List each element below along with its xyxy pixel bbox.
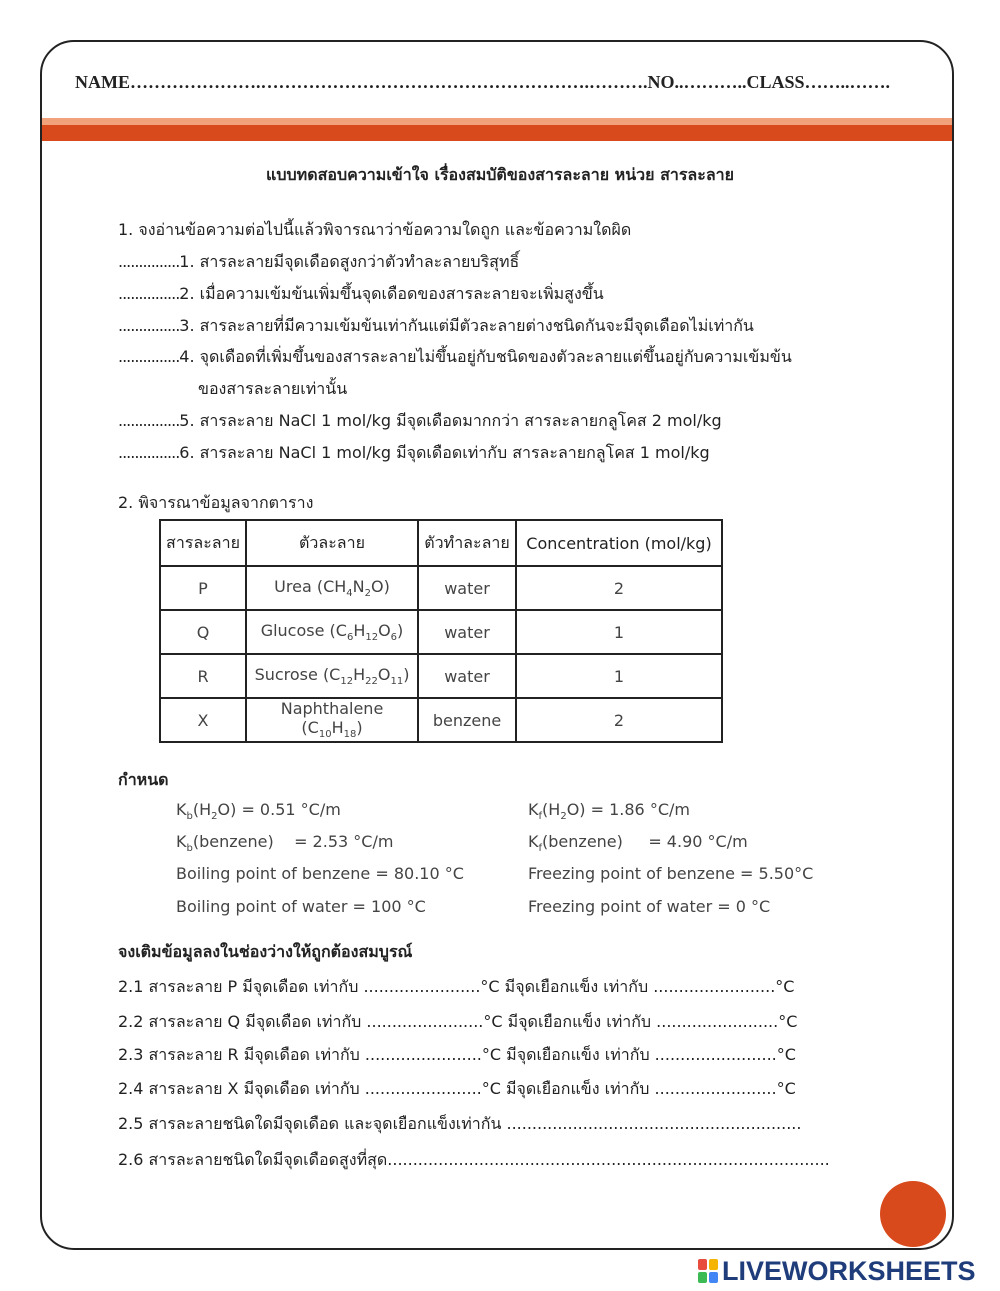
logo-mark-icon <box>698 1259 718 1283</box>
header-solvent: ตัวทำละลาย <box>418 520 516 566</box>
answer-blank-6[interactable]: ............... <box>118 443 180 462</box>
row-solute: Naphthalene $(C_{10}H_{18})$ <box>246 698 418 742</box>
statement-1: ...............1. สารละลายมีจุดเดือดสูงกว่าตัวทำละลายบริสุทธิ์ <box>118 252 520 271</box>
header-band <box>42 125 952 141</box>
logo-text: LIVEWORKSHEETS <box>722 1255 976 1286</box>
liveworksheets-logo <box>698 1256 976 1286</box>
fp-benzene: Freezing point of benzene = 5.50°C <box>528 864 814 883</box>
row-solvent: water <box>418 610 516 654</box>
statement-4-continued: ของสารละลายเท่านั้น <box>198 379 348 398</box>
header-band-light <box>42 118 952 125</box>
row-concentration: 1 <box>516 654 722 698</box>
statement-2: ...............2. เมื่อความเข้มข้นเพิ่มขึ้นจุดเดือดของสารละลายจะเพิ่มสูงขึ้น <box>118 284 604 303</box>
row-id: P <box>160 566 246 610</box>
table-header-row <box>160 520 722 566</box>
answer-blank-2[interactable]: ............... <box>118 284 180 303</box>
section1-prompt: 1. จงอ่านข้อความต่อไปนี้แล้วพิจารณาว่าข้อความใดถูก และข้อความใดผิด <box>118 220 632 239</box>
statement-4: ...............4. จุดเดือดที่เพิ่มขึ้นของสารละลายไม่ขึ้นอยู่กับชนิดของตัวละลายแต่ขึ้นอยู่กับความเข้มข้น <box>118 347 792 366</box>
table-row <box>160 698 722 742</box>
name-blank[interactable]: ………………….……………………………………………….………. <box>130 72 648 92</box>
kb-water: $K_b(H_2O) = 0.51$ °C/m <box>176 800 341 823</box>
table-row <box>160 566 722 610</box>
no-blank[interactable]: ……….. <box>683 72 747 92</box>
fill-item-2-3[interactable]: 2.3 สารละลาย R มีจุดเดือด เท่ากับ .......................°C มีจุดเยือกแข็ง เท่ากับ ........................°C <box>118 1045 796 1064</box>
answer-blank-3[interactable]: ............... <box>118 316 180 335</box>
fill-prompt: จงเติมข้อมูลลงในช่องว่างให้ถูกต้องสมบูรณ์ <box>118 942 413 961</box>
class-blank[interactable]: ……..……. <box>804 72 891 92</box>
table-row <box>160 654 722 698</box>
fill-item-2-6[interactable]: 2.6 สารละลายชนิดใดมีจุดเดือดสูงที่สุด....................................................................................... <box>118 1150 830 1169</box>
statement-3: ...............3. สารละลายที่มีความเข้มข้นเท่ากันแต่มีตัวละลายต่างชนิดกันจะมีจุดเดือดไม่เท่ากัน <box>118 316 754 335</box>
row-concentration: 2 <box>516 566 722 610</box>
class-label: CLASS <box>746 72 805 92</box>
section2-prompt: 2. พิจารณาข้อมูลจากตาราง <box>118 493 314 512</box>
fill-item-2-1[interactable]: 2.1 สารละลาย P มีจุดเดือด เท่ากับ .......................°C มีจุดเยือกแข็ง เท่ากับ ........................°C <box>118 977 795 996</box>
row-concentration: 2 <box>516 698 722 742</box>
name-label: NAME <box>75 72 130 92</box>
kf-water: $K_f(H_2O) = 1.86$ °C/m <box>528 800 690 823</box>
kf-benzene: $K_f(benzene)$ = 4.90 °C/m <box>528 832 748 855</box>
table-row <box>160 610 722 654</box>
fill-item-2-2[interactable]: 2.2 สารละลาย Q มีจุดเดือด เท่ากับ .......................°C มีจุดเยือกแข็ง เท่ากับ ........................°C <box>118 1012 798 1031</box>
no-label: NO.. <box>647 72 684 92</box>
bp-water: Boiling point of water = 100 °C <box>176 897 426 916</box>
statement-6: ...............6. สารละลาย NaCl 1 mol/kg มีจุดเดือดเท่ากับ สารละลายกลูโคส 1 mol/kg <box>118 443 710 462</box>
row-id: R <box>160 654 246 698</box>
header-solution: สารละลาย <box>160 520 246 566</box>
answer-blank-5[interactable]: ............... <box>118 411 180 430</box>
fp-water: Freezing point of water = 0 °C <box>528 897 771 916</box>
given-label: กำหนด <box>118 770 169 789</box>
answer-blank-1[interactable]: ............... <box>118 252 180 271</box>
bp-benzene: Boiling point of benzene = 80.10 °C <box>176 864 464 883</box>
row-solute: Glucose $(C_6H_{12}O_6)$ <box>246 610 418 654</box>
header-concentration: Concentration (mol/kg) <box>516 520 722 566</box>
fill-item-2-4[interactable]: 2.4 สารละลาย X มีจุดเดือด เท่ากับ .......................°C มีจุดเยือกแข็ง เท่ากับ ........................°C <box>118 1079 796 1098</box>
row-id: X <box>160 698 246 742</box>
answer-blank-4[interactable]: ............... <box>118 347 180 366</box>
row-id: Q <box>160 610 246 654</box>
check-answers-button[interactable] <box>880 1181 946 1247</box>
worksheet-title: แบบทดสอบความเข้าใจ เรื่องสมบัติของสารละลาย หน่วย สารละลาย <box>266 165 734 184</box>
row-concentration: 1 <box>516 610 722 654</box>
fill-item-2-5[interactable]: 2.5 สารละลายชนิดใดมีจุดเดือด และจุดเยือกแข็งเท่ากัน .......................................................... <box>118 1114 802 1133</box>
statement-5: ...............5. สารละลาย NaCl 1 mol/kg มีจุดเดือดมากกว่า สารละลายกลูโคส 2 mol/kg <box>118 411 722 430</box>
header-solute: ตัวละลาย <box>246 520 418 566</box>
row-solvent: water <box>418 566 516 610</box>
kb-benzene: $K_b(benzene)$ = 2.53 °C/m <box>176 832 394 855</box>
row-solvent: water <box>418 654 516 698</box>
row-solute: Urea $(CH_4N_2O)$ <box>246 566 418 610</box>
row-solvent: benzene <box>418 698 516 742</box>
row-solute: Sucrose $(C_{12}H_{22}O_{11})$ <box>246 654 418 698</box>
student-info-line <box>75 72 925 93</box>
solution-table <box>159 519 723 743</box>
